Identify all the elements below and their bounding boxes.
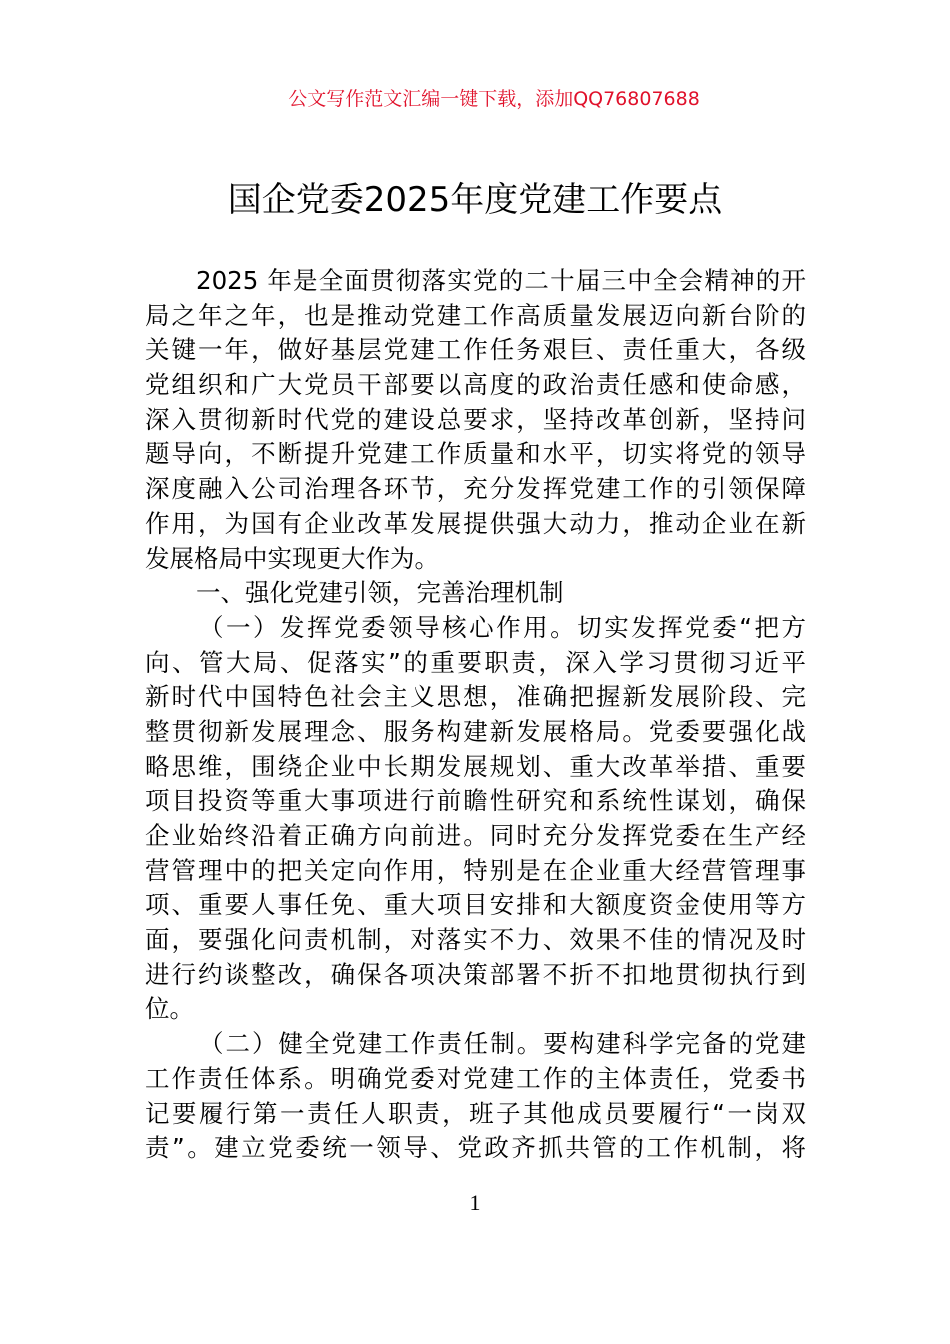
text-line: 党组织和广大党员干部要以高度的政治责任感和使命感， xyxy=(145,370,806,400)
text-line: （二）健全党建工作责任制。要构建科学完备的党建 xyxy=(199,1029,806,1059)
text-line: 责”。建立党委统一领导、党政齐抓共管的工作机制，将 xyxy=(145,1133,806,1163)
text-line: 局之年之年，也是推动党建工作高质量发展迈向新台阶的 xyxy=(145,300,806,330)
text-line: 进行约谈整改，确保各项决策部署不折不扣地贯彻执行到 xyxy=(145,959,806,989)
section-heading xyxy=(145,576,806,611)
text-line: 工作责任体系。明确党委对党建工作的主体责任，党委书 xyxy=(145,1063,806,1093)
watermark-header: 公文写作范文汇编一键下载，添加QQ76807688 xyxy=(288,88,700,110)
text-line: （一）发挥党委领导核心作用。切实发挥党委“把方 xyxy=(199,612,806,642)
text-line: 项目投资等重大事项进行前瞻性研究和系统性谋划，确保 xyxy=(145,786,806,816)
text-line: 2025 年是全面贯彻落实党的二十届三中全会精神的开 xyxy=(196,266,806,295)
text-line: 深入贯彻新时代党的建设总要求，坚持改革创新，坚持问 xyxy=(145,404,806,434)
paragraph xyxy=(145,611,806,1027)
paragraph xyxy=(145,264,806,576)
text-line: 面，要强化问责机制，对落实不力、效果不佳的情况及时 xyxy=(145,925,806,955)
text-line: 企业始终沿着正确方向前进。同时充分发挥党委在生产经 xyxy=(145,821,806,850)
text-line: 题导向，不断提升党建工作质量和水平，切实将党的领导 xyxy=(145,439,806,469)
text-line: 营管理中的把关定向作用，特别是在企业重大经营管理事 xyxy=(145,855,806,885)
document-body xyxy=(145,264,806,1166)
text-line: 深度融入公司治理各环节，充分发挥党建工作的引领保障 xyxy=(145,474,806,504)
text-line: 发展格局中实现更大作为。 xyxy=(145,543,439,573)
text-line: 一、强化党建引领，完善治理机制 xyxy=(196,578,564,608)
text-line: 新时代中国特色社会主义思想，准确把握新发展阶段、完 xyxy=(145,682,806,712)
text-line: 略思维，围绕企业中长期发展规划、重大改革举措、重要 xyxy=(145,751,806,781)
document-title: 国企党委2025年度党建工作要点 xyxy=(227,180,723,220)
text-line: 整贯彻新发展理念、服务构建新发展格局。党委要强化战 xyxy=(145,716,806,746)
text-line: 项、重要人事任免、重大项目安排和大额度资金使用等方 xyxy=(145,890,806,920)
text-line: 向、管大局、促落实”的重要职责，深入学习贯彻习近平 xyxy=(145,647,806,677)
text-line: 位。 xyxy=(145,994,194,1024)
text-line: 关键一年，做好基层党建工作任务艰巨、责任重大，各级 xyxy=(145,335,806,365)
page-number: 1 xyxy=(469,1190,481,1215)
paragraph xyxy=(145,1027,806,1166)
text-line: 记要履行第一责任人职责，班子其他成员要履行“一岗双 xyxy=(145,1098,806,1128)
text-line: 作用，为国有企业改革发展提供强大动力，推动企业在新 xyxy=(145,508,806,538)
